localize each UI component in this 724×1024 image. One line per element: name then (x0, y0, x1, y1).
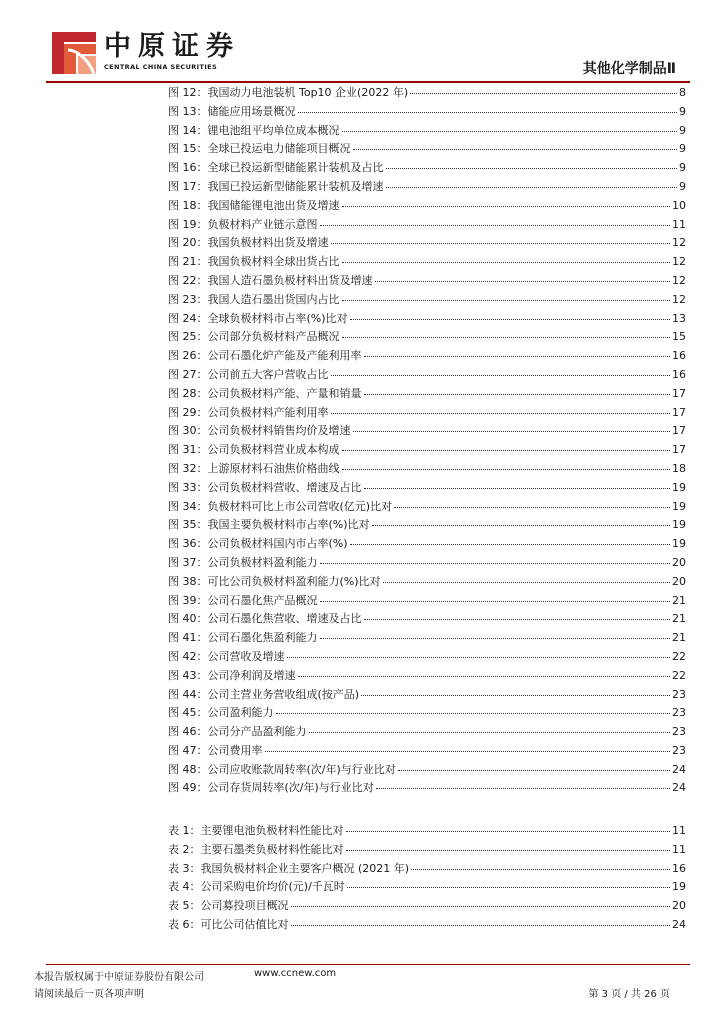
table-entry-page: 19 (672, 880, 686, 894)
brand-name-cn: 中原证券 (104, 31, 240, 62)
figure-entry-label: 图 12：我国动力电池装机 Top10 企业(2022 年) (168, 86, 409, 99)
figure-entry-page: 19 (672, 480, 686, 494)
dot-leader (353, 430, 671, 432)
dot-leader (287, 656, 671, 658)
table-entry[interactable] (168, 860, 686, 879)
figure-entry[interactable] (168, 422, 686, 441)
table-entry-label: 表 5：公司募投项目概况 (168, 899, 289, 913)
dot-leader (342, 261, 671, 263)
dot-leader (342, 336, 671, 338)
figure-entry-label: 图 45：公司盈利能力 (168, 706, 274, 720)
figure-entry-label: 图 21：我国负极材料全球出货占比 (168, 255, 340, 269)
table-list (168, 822, 686, 935)
dot-leader (320, 637, 671, 639)
disclaimer-text: 请阅读最后一页各项声明 (34, 989, 144, 1000)
figure-entry-label: 图 14：锂电池组平均单位成本概况 (168, 123, 340, 137)
figure-entry-label: 图 13：储能应用场景概况 (168, 104, 296, 118)
figure-entry[interactable] (168, 272, 686, 291)
figure-list (168, 84, 686, 798)
dot-leader (353, 148, 678, 150)
figure-entry-page: 19 (672, 518, 686, 532)
figure-entry[interactable] (168, 535, 686, 554)
header-divider (46, 81, 690, 83)
figure-entry-page: 9 (679, 179, 686, 193)
figure-entry-label: 图 24：全球负极材料市占率(%)比对 (168, 311, 348, 325)
dot-leader (265, 750, 671, 752)
figure-entry-label: 图 44：公司主营业务营收组成(按产品) (168, 687, 360, 701)
figure-entry[interactable] (168, 310, 686, 329)
figure-entry-label: 图 36：公司负极材料国内市占率(%) (168, 537, 348, 551)
figure-entry-page: 23 (672, 725, 686, 739)
figure-entry-label: 图 42：公司营收及增速 (168, 649, 285, 663)
figure-entry-label: 图 23：我国人造石墨出货国内占比 (168, 292, 340, 306)
figure-entry[interactable] (168, 140, 686, 159)
table-entry-page: 16 (672, 861, 686, 875)
dot-leader (364, 355, 671, 357)
figure-entry[interactable] (168, 159, 686, 178)
dot-leader (347, 886, 670, 888)
figure-entry-label: 图 28：公司负极材料产能、产量和销量 (168, 386, 362, 400)
table-entry[interactable] (168, 822, 686, 841)
figure-entry-label: 图 30：公司负极材料销售均价及增速 (168, 424, 351, 438)
figure-entry-page: 9 (679, 161, 686, 175)
dot-leader (291, 905, 671, 907)
figure-entry[interactable] (168, 629, 686, 648)
figure-entry-page: 8 (679, 86, 686, 99)
dot-leader (411, 868, 670, 870)
figure-entry-label: 图 27：公司前五大客户营收占比 (168, 367, 329, 381)
figure-entry-label: 图 35：我国主要负极材料市占率(%)比对 (168, 518, 370, 532)
figure-entry-page: 23 (672, 706, 686, 720)
figure-entry-label: 图 33：公司负极材料营收、增速及占比 (168, 480, 362, 494)
figure-entry-label: 图 46：公司分产品盈利能力 (168, 725, 307, 739)
figure-entry-page: 21 (672, 593, 686, 607)
dot-leader (331, 374, 671, 376)
dot-leader (364, 487, 671, 489)
figure-entry[interactable] (168, 103, 686, 122)
dot-leader (309, 731, 671, 733)
table-entry-page: 11 (672, 842, 686, 856)
figure-entry-page: 12 (672, 236, 686, 250)
figure-entry[interactable] (168, 686, 686, 705)
figure-entry[interactable] (168, 554, 686, 573)
figure-entry-label: 图 15：全球已投运电力储能项目概况 (168, 142, 351, 156)
dot-leader (320, 600, 671, 602)
dot-leader (342, 205, 671, 207)
dot-leader (398, 769, 670, 771)
figure-entry-page: 17 (672, 424, 686, 438)
table-entry-page: 20 (672, 899, 686, 913)
figure-entry-page: 22 (672, 668, 686, 682)
figure-entry-label: 图 20：我国负极材料出货及增速 (168, 236, 329, 250)
table-entry[interactable] (168, 897, 686, 916)
dot-leader (342, 299, 671, 301)
table-entry[interactable] (168, 878, 686, 897)
figure-entry-label: 图 32：上游原材料石油焦价格曲线 (168, 461, 340, 475)
figure-entry-page: 20 (672, 574, 686, 588)
figure-entry[interactable] (168, 404, 686, 423)
figure-entry-label: 图 48：公司应收账款周转率(次/年)与行业比对 (168, 762, 396, 776)
dot-leader (350, 543, 670, 545)
table-entry-label: 表 4：公司采购电价均价(元)/千瓦时 (168, 880, 345, 894)
website-link[interactable]: www.ccnew.com (254, 968, 337, 979)
figure-entry-page: 24 (672, 762, 686, 776)
figure-entry-label: 图 19：负极材料产业链示意图 (168, 217, 318, 231)
figure-entry[interactable] (168, 610, 686, 629)
dot-leader (298, 111, 678, 113)
footer-divider (46, 964, 690, 965)
figure-entry-label: 图 37：公司负极材料盈利能力 (168, 555, 318, 569)
figure-entry[interactable] (168, 742, 686, 761)
figure-entry-page: 22 (672, 649, 686, 663)
dot-leader (386, 167, 678, 169)
figure-entry[interactable] (168, 667, 686, 686)
figure-entry-page: 16 (672, 349, 686, 363)
dot-leader (361, 694, 670, 696)
figure-entry-label: 图 29：公司负极材料产能利用率 (168, 405, 329, 419)
figure-entry-page: 17 (672, 443, 686, 457)
figure-entry[interactable] (168, 366, 686, 385)
table-entry[interactable] (168, 841, 686, 860)
dot-leader (346, 830, 671, 832)
figure-entry-page: 17 (672, 405, 686, 419)
figure-entry-page: 12 (672, 273, 686, 287)
figure-entry-page: 19 (672, 537, 686, 551)
figure-entry-label: 图 25：公司部分负极材料产品概况 (168, 330, 340, 344)
figure-entry-label: 图 43：公司净利润及增速 (168, 668, 296, 682)
figure-entry[interactable] (168, 460, 686, 479)
figure-entry[interactable] (168, 479, 686, 498)
dot-leader (376, 787, 670, 789)
dot-leader (298, 675, 671, 677)
dot-leader (364, 393, 671, 395)
figure-entry[interactable] (168, 328, 686, 347)
figure-entry[interactable] (168, 178, 686, 197)
figure-entry-page: 11 (672, 217, 686, 231)
dot-leader (364, 618, 671, 620)
figure-entry[interactable] (168, 253, 686, 272)
figure-entry-label: 图 39：公司石墨化焦产品概况 (168, 593, 318, 607)
footer-note (34, 985, 144, 1000)
figure-entry-page: 12 (672, 255, 686, 269)
dot-leader (346, 849, 671, 851)
figure-entry-page: 15 (672, 330, 686, 344)
figure-entry-page: 17 (672, 386, 686, 400)
figure-entry-label: 图 18：我国储能锂电池出货及增速 (168, 198, 340, 212)
figure-entry-page: 9 (679, 123, 686, 137)
figure-entry[interactable] (168, 122, 686, 141)
table-entry-page: 24 (672, 917, 686, 931)
section-title: 其他化学制品Ⅱ (582, 61, 676, 77)
figure-entry[interactable] (168, 704, 686, 723)
table-entry-label: 表 6：可比公司估值比对 (168, 917, 289, 931)
figure-entry-page: 13 (672, 311, 686, 325)
figure-entry-label: 图 34：负极材料可比上市公司营收(亿元)比对 (168, 499, 393, 513)
figure-entry-page: 24 (672, 781, 686, 795)
figure-entry-page: 9 (679, 142, 686, 156)
dot-leader (276, 712, 671, 714)
dot-leader (386, 186, 678, 188)
table-entry-label: 表 1：主要锂电池负极材料性能比对 (168, 824, 344, 837)
figure-entry-page: 10 (672, 198, 686, 212)
figure-entry-label: 图 38：可比公司负极材料盈利能力(%)比对 (168, 574, 381, 588)
figure-entry-label: 图 17：我国已投运新型储能累计装机及增速 (168, 179, 384, 193)
dot-leader (291, 924, 671, 926)
figure-entry[interactable] (168, 498, 686, 517)
dot-leader (375, 280, 671, 282)
dot-leader (394, 506, 670, 508)
figure-entry-page: 9 (679, 104, 686, 118)
figure-entry-page: 18 (672, 461, 686, 475)
figure-entry-page: 16 (672, 367, 686, 381)
figure-entry-label: 图 31：公司负极材料营业成本构成 (168, 443, 340, 457)
company-logo-icon (50, 30, 98, 76)
dot-leader (320, 562, 671, 564)
figure-entry[interactable] (168, 441, 686, 460)
figure-entry-page: 12 (672, 292, 686, 306)
dot-leader (331, 242, 671, 244)
figure-entry-page: 23 (672, 743, 686, 757)
figure-entry[interactable] (168, 84, 686, 103)
figure-entry[interactable] (168, 347, 686, 366)
figure-entry-page: 23 (672, 687, 686, 701)
table-entry-label: 表 3：我国负极材料企业主要客户概况 (2021 年) (168, 861, 410, 875)
figure-entry-label: 图 22：我国人造石墨负极材料出货及增速 (168, 273, 373, 287)
brand-name-en: CENTRAL CHINA SECURITIES (104, 63, 218, 71)
figure-entry-label: 图 16：全球已投运新型储能累计装机及占比 (168, 161, 384, 175)
figure-entry-page: 21 (672, 631, 686, 645)
figure-entry-label: 图 49：公司存货周转率(次/年)与行业比对 (168, 781, 374, 795)
page-header (0, 0, 724, 84)
figure-entry[interactable] (168, 234, 686, 253)
figure-entry[interactable] (168, 723, 686, 742)
dot-leader (350, 318, 670, 320)
figure-entry-page: 20 (672, 555, 686, 569)
figure-entry[interactable] (168, 648, 686, 667)
table-entry[interactable] (168, 916, 686, 935)
figure-entry-page: 21 (672, 612, 686, 626)
figure-entry[interactable] (168, 592, 686, 611)
figure-entry-label: 图 41：公司石墨化焦盈利能力 (168, 631, 318, 645)
figure-entry-label: 图 26：公司石墨化炉产能及产能利用率 (168, 349, 362, 363)
copyright-text: 本报告版权属于中原证券股份有限公司 (34, 972, 204, 983)
table-entry-page: 11 (672, 824, 686, 837)
figure-entry[interactable] (168, 197, 686, 216)
dot-leader (331, 412, 671, 414)
figure-entry[interactable] (168, 761, 686, 780)
figure-entry-label: 图 47：公司费用率 (168, 743, 263, 757)
dot-leader (410, 92, 677, 94)
figure-entry[interactable] (168, 516, 686, 535)
figure-entry[interactable] (168, 291, 686, 310)
figure-entry-label: 图 40：公司石墨化焦营收、增速及占比 (168, 612, 362, 626)
dot-leader (342, 468, 671, 470)
table-entry-label: 表 2：主要石墨类负极材料性能比对 (168, 842, 344, 856)
page-number: 第 3 页 / 共 26 页 (588, 989, 670, 1000)
figure-entry[interactable] (168, 573, 686, 592)
dot-leader (372, 524, 670, 526)
figure-entry-page: 19 (672, 499, 686, 513)
dot-leader (383, 581, 670, 583)
dot-leader (342, 130, 678, 132)
dot-leader (342, 449, 671, 451)
figure-entry[interactable] (168, 216, 686, 235)
dot-leader (320, 224, 671, 226)
figure-entry[interactable] (168, 779, 686, 798)
figure-entry[interactable] (168, 385, 686, 404)
